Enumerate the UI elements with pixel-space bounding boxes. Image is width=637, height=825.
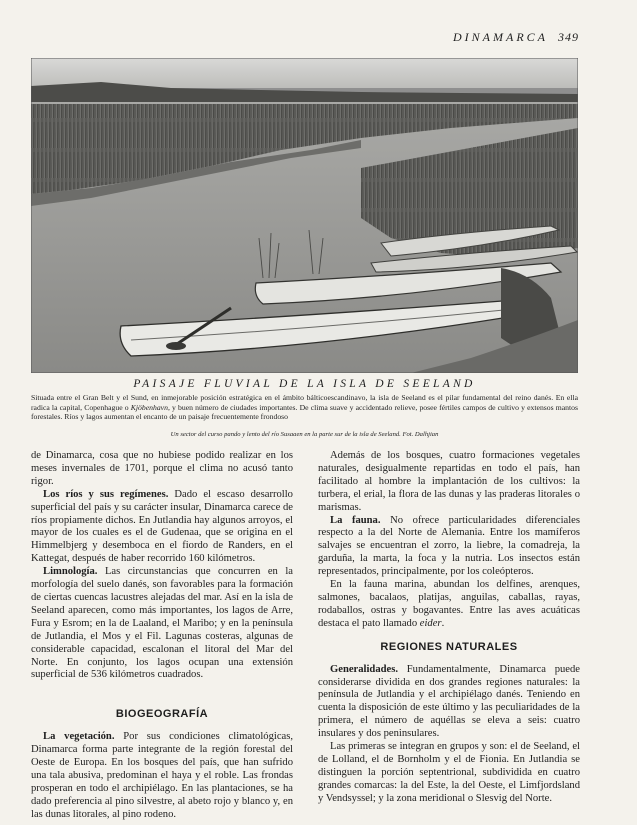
vegetacion-heading: La vegetación. <box>43 731 115 743</box>
fauna-paragraph <box>318 515 580 580</box>
rios-paragraph <box>31 489 293 566</box>
vegetacion-paragraph <box>31 731 293 821</box>
generalidades-text: Fundamentalmente, Dinamarca puede considerarse dividida en dos grandes regiones naturales: la península de Jutlandia y el archipiélago danés. Teniendo en cuenta la disposición de este último y las peculiaridades de la primera, el número de aquéllas se eleva a seis: cuatro insulares y dos peninsulares. <box>318 663 580 740</box>
left-paragraph-1: de Dinamarca, cosa que no hubiese podido realizar en los meses invernales de 1701, porque el clima no acusó tanto rigor. <box>31 450 293 487</box>
fauna-heading: La fauna. <box>330 514 381 526</box>
right-column <box>318 450 580 806</box>
caption-text-italic: Kjöbenhavn <box>130 402 168 412</box>
running-header <box>453 30 579 45</box>
limnologia-paragraph <box>31 566 293 682</box>
limnologia-heading: Limnología. <box>43 566 98 578</box>
left-column <box>31 450 293 822</box>
regiones-naturales-title: REGIONES NATURALES <box>380 640 518 653</box>
header-title: DINAMARCA <box>453 30 548 44</box>
fauna-marina-paragraph <box>318 579 580 631</box>
regiones-paragraph: Las primeras se integran en grupos y son: el de Seeland, el de Lolland, el de Bornholm y el de Fionia. En Jutlandia se distinguen la porción septentrional, subdividida en cuatro grandes comarcas: la del Este, la del Oeste, el Limfjordsland y Vendsyssel; y la zona meridional o Slesvig del Norte. <box>318 741 580 804</box>
page-number: 349 <box>558 30 579 44</box>
fauna-marina-text: En la fauna marina, abundan los delfines, arenques, salmones, bacalaos, platijas, anguilas, caballas, rayas, rodaballos, ostras y bogavantes. Entre las aves acuáticas destaca el pato llamado <box>318 579 580 629</box>
caption-text-a: Situada entre el Gran Belt y el Sund, en inmejorable posición estratégica en el ámbito bálticoescandinavo, la isla de Seeland es el pilar fundamental del reino danés. En ella radica la capital, Copenhague o <box>31 393 578 412</box>
caption-text-b: , y buen número de ciudades importantes. De clima suave y accidentado relieve, posee fértiles campos de cultivo y extensos mantos forestales. Ríos y lagos aumentan el encanto de un paisaje frecuentemente frondoso <box>31 402 578 422</box>
biogeografia-title: BIOGEOGRAFÍA <box>115 708 209 721</box>
limnologia-text: Las circunstancias que concurren en la morfología del suelo danés, son favorables para la formación de ciertas cuencas lacustres alejadas del mar. Así en la isla de Seeland aparecen, como más importantes, los lagos de Arre, Fura y Esrom; en la de Laaland, el Maribo; y en la península de Jutlandia, el Mos y el Fil. Lagunas costeras, algunas de considerable capacidad, escalonan el litoral del Mar del Norte. En conjunto, los lagos ocupan una extensión superficial de 536 kilómetros cuadrados. <box>31 566 293 681</box>
caption-title: PAISAJE FLUVIAL DE LA ISLA DE SEELAND <box>133 378 476 390</box>
right-paragraph-1: Además de los bosques, cuatro formaciones vegetales naturales, desigualmente repartidas en todo el país, han facilitado al hombre la implantación de los cultivos: la turbera, el erial, la flora de las dunas y las praderas litorales o marismas. <box>318 450 580 513</box>
rios-heading: Los ríos y sus regímenes. <box>43 488 169 500</box>
caption-text <box>31 393 578 422</box>
vegetacion-text: Por sus condiciones climatológicas, Dinamarca forma parte integrante de la región forestal del Oeste de Europa. En los bosques del país, que han sufrido una tala abusiva, predominan el haya y el roble. Las frondas prosperan en todo el archipiélago. En las plantaciones, se ha dado preferencia al pino silvestre, al abeto rojo y blanco y, en las dunas litorales, al pino rodeno. <box>31 731 293 820</box>
rios-text: Dado el escaso desarrollo superficial del país y su carácter insular, Dinamarca carece de ríos propiamente dichos. En Jutlandia hay algunos arroyos, el mayor de los cuales es el de Gudenaa, que se origina en el Himmelbjerg y desemboca en el fiordo de Randers, en el Kattegat, después de haber recorrido 160 kilómetros. <box>31 488 293 565</box>
fauna-marina-end: . <box>441 617 445 629</box>
eider-word: eider <box>419 617 442 629</box>
photo-credit: Un sector del curso pando y lento del río Susaaen en la parte sur de la isla de Seeland. Fot. Dalhjian <box>170 431 439 438</box>
generalidades-heading: Generalidades. <box>330 663 398 675</box>
landscape-photo <box>31 58 578 373</box>
generalidades-paragraph <box>318 664 580 741</box>
fauna-text: No ofrece particularidades diferenciales respecto a la del Norte de Alemania. Entre los mamíferos salvajes se encuentran el zorro, la liebre, la comadreja, la garduña, la marta, la foca y la nutria. Los insectos están representados, principalmente, por los coleópteros. <box>318 514 580 578</box>
